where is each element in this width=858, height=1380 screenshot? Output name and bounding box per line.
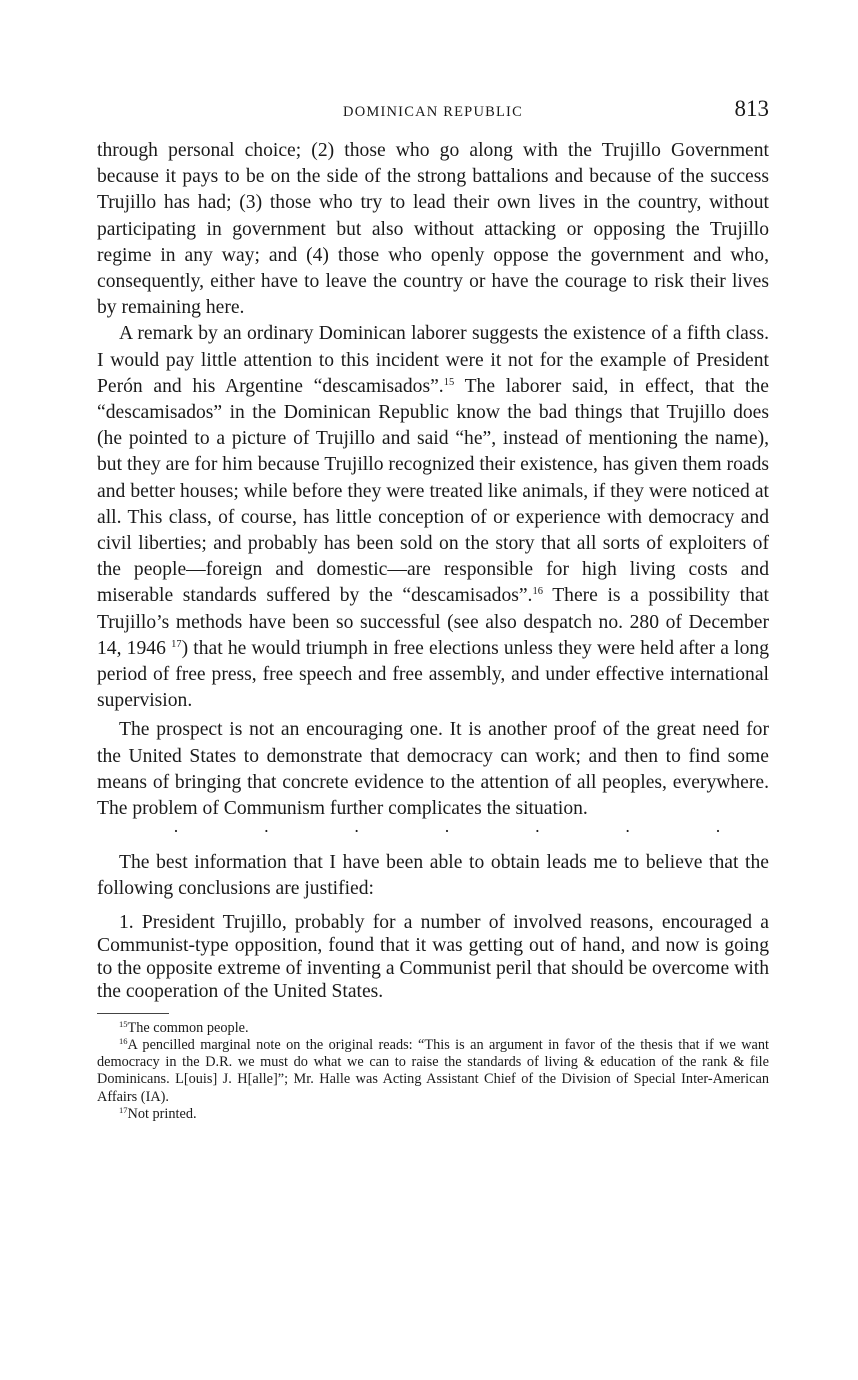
footnote-text: Not printed. [127, 1105, 197, 1122]
ellipsis-dot: · [173, 821, 179, 842]
ellipsis-dot: · [353, 821, 360, 842]
footnotes [97, 1020, 769, 1123]
footnote-16 [97, 1037, 769, 1106]
page-number: 813 [734, 96, 769, 121]
omission-ellipsis [97, 821, 769, 842]
ellipsis-dot: · [624, 821, 631, 842]
paragraph-1: through personal choice; (2) those who go along with the Trujillo Government because it pays to be on the side of the strong battalions and because of the success Trujillo has had; (3) those who try to lead their own lives in the country, without participating in government but also without attacking or opposing the Trujillo regime in any way; and (4) those who openly oppose the government and who, consequently, either have to leave the country or have the courage to risk their lives by remaining here. [97, 140, 769, 319]
conclusion-item-1: 1. President Trujillo, probably for a number of involved reasons, encouraged a Communist-type opposition, found that it was getting out of hand, and now is going to the opposite extreme of inventing a Communist peril that should be overcome with the cooperation of the United States. [97, 911, 769, 1002]
ellipsis-dot: · [443, 821, 450, 842]
footnote-15 [97, 1020, 769, 1037]
paragraph-2 [97, 321, 769, 714]
paragraph-2-part-a: A remark by an ordinary Dominican laborer suggests the existence of a fifth class. I would pay little attention to this incident were it not for the example of President Perón and his Argentine “descamisados”. [97, 323, 769, 397]
paragraph-2-part-c: There is a possibility that Trujillo’s methods have been so successful (see also despatch no. 280 of December 14, 1946 [97, 585, 769, 659]
footnote-ref-17: 17 [171, 638, 182, 650]
ellipsis-dot: · [263, 821, 270, 842]
footnote-text: A pencilled marginal note on the original reads: “This is an argument in favor of the thesis that if we want democracy in the D.R. we must do what we can to raise the standards of living & education of the rank & file Dominicans. L[ouis] J. H[alle]”; Mr. Halle was Acting Assistant Chief of the Division of Special Inter-American Affairs (IA). [97, 1036, 769, 1105]
footnote-marker: 15 [119, 1018, 128, 1029]
ellipsis-dot: · [534, 821, 541, 842]
footnote-separator [97, 1013, 169, 1014]
page-header [97, 96, 769, 126]
document-page [97, 96, 769, 1123]
paragraph-4: The best information that I have been able to obtain leads me to believe that the following conclusions are justified: [97, 852, 769, 900]
footnote-17 [97, 1106, 769, 1123]
footnote-marker: 17 [119, 1104, 128, 1115]
body-text [97, 138, 769, 1003]
paragraph-2-part-d: ) that he would triumph in free elections unless they were held after a long period of free press, free speech and free assembly, and under effective international supervision. [97, 637, 769, 712]
paragraph-2-part-b: The laborer said, in effect, that the “descamisados” in the Dominican Republic know the bad things that Trujillo does (he pointed to a picture of Trujillo and said “he”, instead of mentioning the name), but they are for him because Trujillo recognized their existence, has given them roads and better houses; while before they were treated like animals, if they were noticed at all. This class, of course, has little conception of or experience with democracy and civil liberties; and probably has been sold on the story that all sorts of exploiters of the people—foreign and domestic—are responsible for high living costs and miserable standards suffered by the “descamisados”. [97, 375, 769, 607]
footnote-ref-15: 15 [443, 376, 455, 388]
paragraph-3: The prospect is not an encouraging one. It is another proof of the great need for the United States to demonstrate that democracy can work; and then to find some means of bringing that concrete evidence to the attention of all peoples, everywhere. The problem of Communism further complicates the situation. [97, 719, 769, 820]
footnote-ref-16: 16 [532, 586, 543, 598]
footnote-text: The common people. [127, 1019, 249, 1036]
footnote-marker: 16 [119, 1035, 128, 1046]
ellipsis-dot: · [714, 821, 721, 842]
running-head: DOMINICAN REPUBLIC [343, 104, 523, 120]
